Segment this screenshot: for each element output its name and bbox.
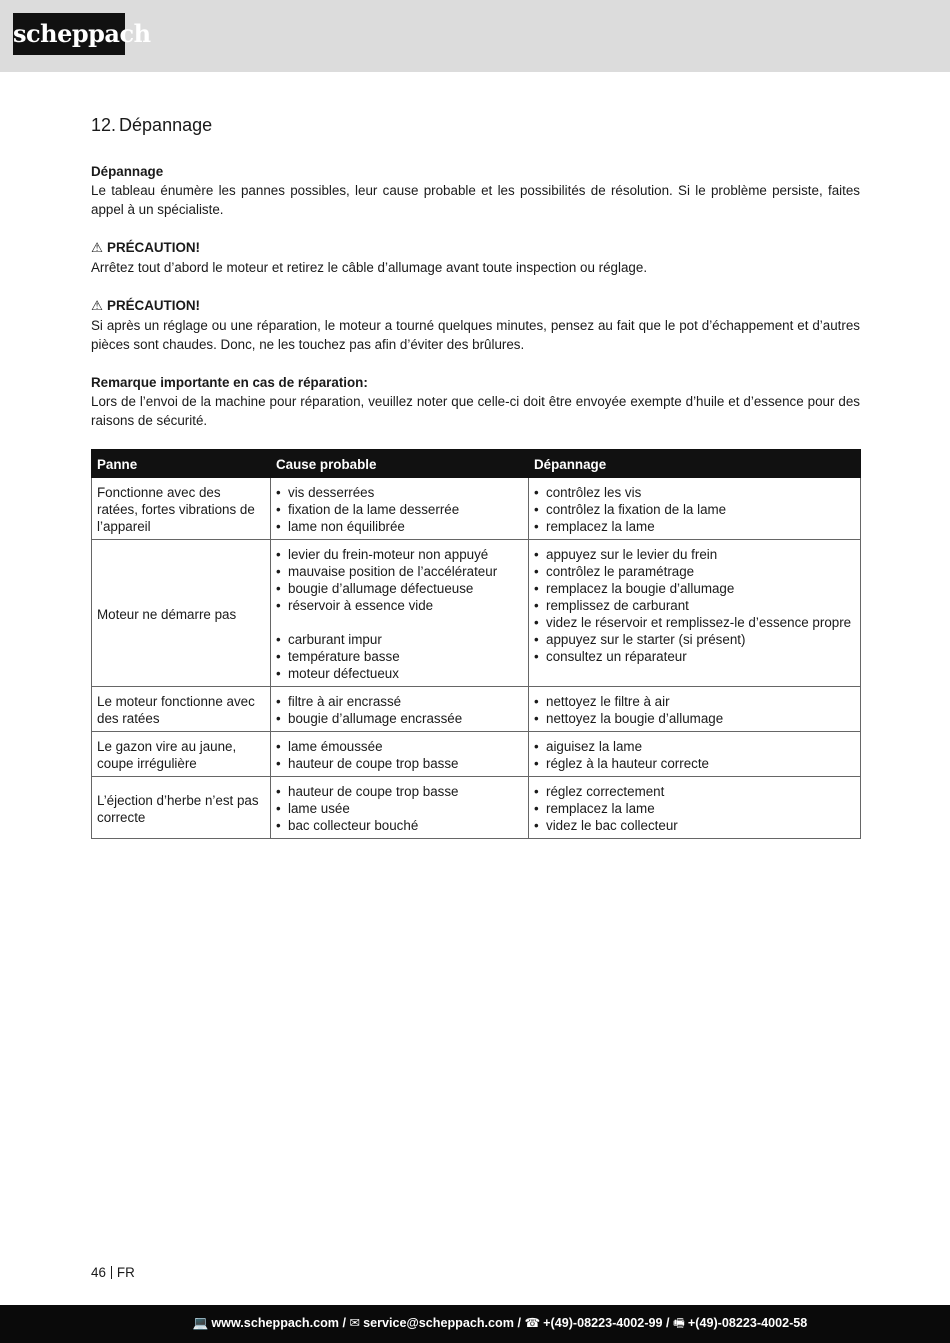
table-header-row [92,450,861,478]
remedy-item: • réglez correctement [533,783,855,800]
remedy-cell-list [533,693,855,727]
cause-item: • moteur défectueux [275,665,523,682]
remedy-item: • remplacez la lame [533,800,855,817]
remedy-cell [529,732,861,777]
page-header [0,0,950,72]
list-spacer [275,614,523,631]
cause-item: • carburant impur [275,631,523,648]
main-content [91,115,860,839]
section-title-text: Dépannage [119,115,213,135]
intro-block [91,162,860,219]
footer-phone: +(49)-08223-4002-99 / [543,1316,670,1330]
cause-item: • bougie d’allumage défectueuse [275,580,523,597]
cause-cell [271,777,529,839]
remedy-item: • contrôlez le paramétrage [533,563,855,580]
remedy-item: • remplacez la bougie d’allumage [533,580,855,597]
remedy-item: • appuyez sur le starter (si présent) [533,631,855,648]
cause-cell-list [275,738,523,772]
remedy-cell [529,687,861,732]
remedy-item: • remplacez la lame [533,518,855,535]
column-header-panne: Panne [92,450,271,478]
caution-heading [91,296,860,316]
cause-item: • réservoir à essence vide [275,597,523,614]
panne-cell: Moteur ne démarre pas [92,540,271,687]
remedy-cell [529,540,861,687]
cause-cell-list [275,484,523,535]
email-icon: ✉ [349,1315,361,1330]
table-body [92,478,861,839]
remedy-cell-list [533,738,855,772]
cause-item: • bougie d’allumage encrassée [275,710,523,727]
repair-note-block [91,373,860,430]
page-footer [0,1305,950,1343]
cause-item: • vis desserrées [275,484,523,501]
remedy-item: • aiguisez la lame [533,738,855,755]
warning-triangle-icon: ⚠ [91,241,104,256]
footer-fax: +(49)-08223-4002-58 [687,1316,808,1330]
page-number-value: 46 [91,1265,106,1280]
page-separator [111,1266,112,1279]
fax-icon: 🖷 [673,1315,685,1330]
caution-text: Si après un réglage ou une réparation, le moteur a tourné quelques minutes, pensez au fait que le pot d’échappement et d’autres pièces sont chaudes. Donc, ne les touchez pas afin d’éviter des brûlures. [91,318,860,352]
cause-item: • filtre à air encrassé [275,693,523,710]
cause-item: • température basse [275,648,523,665]
intro-heading: Dépannage [91,164,164,179]
section-title [91,115,860,136]
remedy-item: • consultez un réparateur [533,648,855,665]
computer-icon: 💻 [192,1315,209,1330]
cause-item: • mauvaise position de l’accélérateur [275,563,523,580]
remedy-item: • videz le réservoir et remplissez-le d’essence propre [533,614,855,631]
table-row [92,777,861,839]
cause-cell [271,478,529,540]
remedy-item: • nettoyez le filtre à air [533,693,855,710]
remedy-item: • videz le bac collecteur [533,817,855,834]
cause-item: • hauteur de coupe trop basse [275,783,523,800]
intro-text: Le tableau énumère les pannes possibles, leur cause probable et les possibilités de résolution. Si le problème persiste, faites appel à un spécialiste. [91,183,860,217]
panne-cell: L’éjection d’herbe n’est pas correcte [92,777,271,839]
footer-website: www.scheppach.com / [211,1316,346,1330]
cause-cell [271,732,529,777]
remedy-cell-list [533,484,855,535]
remedy-item: • réglez à la hauteur correcte [533,755,855,772]
caution-block-2 [91,296,860,354]
table-row [92,478,861,540]
panne-cell: Fonctionne avec des ratées, fortes vibrations de l’appareil [92,478,271,540]
panne-cell: Le moteur fonctionne avec des ratées [92,687,271,732]
cause-item: • hauteur de coupe trop basse [275,755,523,772]
footer-email: service@scheppach.com / [363,1316,521,1330]
remedy-item: • appuyez sur le levier du frein [533,546,855,563]
remedy-item: • contrôlez la fixation de la lame [533,501,855,518]
table-row [92,687,861,732]
cause-item: • bac collecteur bouché [275,817,523,834]
cause-cell-list [275,693,523,727]
page-language: FR [116,1265,135,1280]
troubleshooting-table [91,449,861,839]
warning-triangle-icon: ⚠ [91,299,104,314]
remedy-cell-list [533,783,855,834]
section-number: 12. [91,115,117,135]
caution-heading [91,238,860,258]
cause-item: • lame non équilibrée [275,518,523,535]
cause-cell [271,687,529,732]
column-header-cause: Cause probable [271,450,529,478]
scheppach-logo: scheppach [13,13,125,55]
remedy-cell [529,777,861,839]
table-row [92,540,861,687]
remedy-item: • contrôlez les vis [533,484,855,501]
phone-icon: ☎ [524,1315,541,1330]
cause-item: • levier du frein-moteur non appuyé [275,546,523,563]
caution-text: Arrêtez tout d’abord le moteur et retirez le câble d’allumage avant toute inspection ou réglage. [91,260,648,275]
page-number [91,1265,135,1280]
remedy-cell [529,478,861,540]
column-header-depannage: Dépannage [529,450,861,478]
panne-cell: Le gazon vire au jaune, coupe irrégulière [92,732,271,777]
cause-item: • lame émoussée [275,738,523,755]
remedy-item: • nettoyez la bougie d’allumage [533,710,855,727]
table-row [92,732,861,777]
caution-block-1 [91,238,860,277]
cause-item: • fixation de la lame desserrée [275,501,523,518]
repair-note-heading: Remarque importante en cas de réparation: [91,375,368,390]
remedy-cell-list [533,546,855,665]
caution-heading-text: PRÉCAUTION! [107,240,201,255]
cause-cell-list [275,783,523,834]
cause-cell-list [275,546,523,682]
cause-cell [271,540,529,687]
cause-item: • lame usée [275,800,523,817]
repair-note-text: Lors de l’envoi de la machine pour réparation, veuillez noter que celle-ci doit être envoyée exempte d’huile et d’essence pour des raisons de sécurité. [91,394,860,428]
remedy-item: • remplissez de carburant [533,597,855,614]
caution-heading-text: PRÉCAUTION! [107,298,201,313]
